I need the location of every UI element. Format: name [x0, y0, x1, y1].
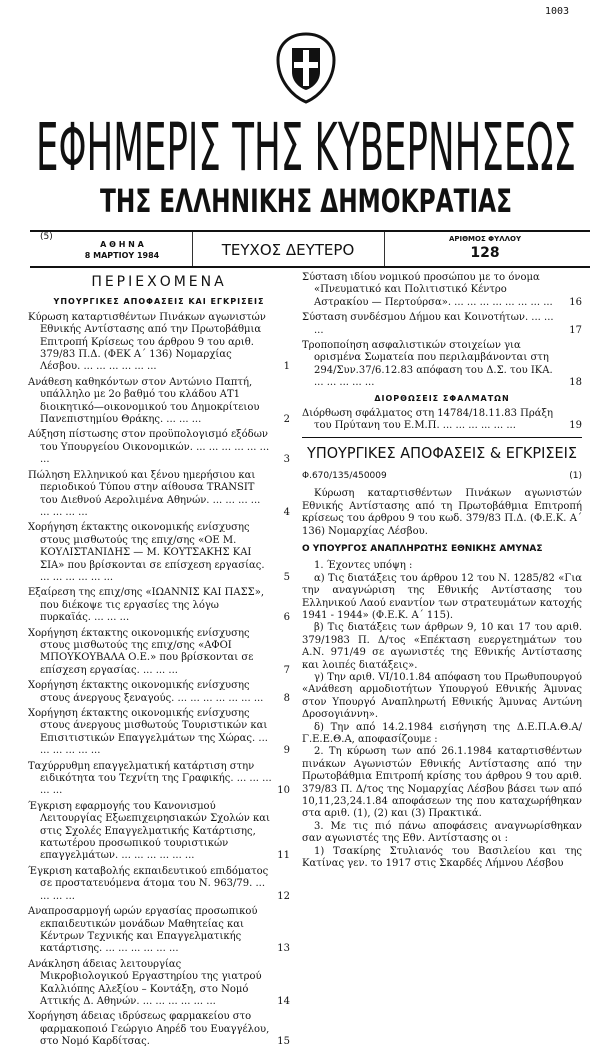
date: 8 ΜΑΡΤΙΟΥ 1984 — [84, 251, 160, 260]
contents-right — [302, 272, 582, 870]
article-paragraph: α) Τις διατάξεις του άρθρου 12 του Ν. 1285/82 «Για την αναγνώριση της Εθνικής Αντίστασης του Ελληνικού Λαού εναντίον των στρατευμάτων κατοχής 1941 - 1944» (Φ.Ε.Κ. Α΄ 115). — [302, 572, 582, 621]
item-text: Ταχύρρυθμη επαγγελματική κατάρτιση στην ειδικότητα του Τεχνίτη της Γραφικής. ... ... ... ... ... — [28, 760, 272, 797]
item-page: 10 — [277, 785, 290, 797]
article-ref: Φ.670/135/450009 — [302, 470, 387, 481]
issue: ΤΕΥΧΟΣ ΔΕΥΤΕΡΟ — [221, 241, 355, 259]
item-text: Χορήγηση έκτακτης οικονομικής ενίσχυσης στους μισθωτούς της επιχ/σης «ΑΦΟΙ ΜΠΟΥΚΟΥΒΑΛΑ Ο.Ε.» που βρίσκονται σε επίσχεση εργασίας. ... ... ... — [28, 627, 254, 676]
gazette-title-wrap — [36, 108, 576, 186]
article-paragraph: δ) Την από 14.2.1984 εισήγηση της Δ.Ε.Π.Α.Θ.Α/ Γ.Ε.Ε.Θ.Α, αποφασίζουμε : — [302, 721, 582, 745]
item-text: Έγκριση εφαρμογής του Κανονισμού Λειτουργίας Εξωεπιχειρησιακών Σχολών και στις Σχολές Επαγγελματικής Κατάρτισης, κατωτέρου προσωπικού τουριστικών επαγγελμάτων. ... ... ... ... ... ... — [28, 800, 270, 862]
item-page: 13 — [277, 943, 290, 955]
article-heading: ΥΠΟΥΡΓΙΚΕΣ ΑΠΟΦΑΣΕΙΣ & ΕΓΚΡΙΣΕΙΣ — [306, 443, 577, 462]
contents-item — [28, 959, 290, 1009]
item-text: Χορήγηση έκτακτης οικονομικής ενίσχυσης στους άνεργους μισθωτούς Τουριστικών και Επισιτιστικών Επαγγελμάτων της Χώρας. ... ... ... ... ... ... — [28, 708, 268, 757]
item-text: Σύσταση ιδίου νομικού προσώπου με το όνομα «Πνευματικό και Πολιτιστικό Κέντρο Αστρακίου — Περτούρσα». ... ... ... ... ... ... ... ... — [302, 272, 553, 308]
contents-item — [28, 801, 290, 863]
item-text: Ανάθεση καθηκόντων στον Αντώνιο Παπτή, υπάλληλο με 2ο βαθμό του κλάδου ΑΤ1 διοικητικό—οικονομικού του Δημοκρίτειου Πανεπιστημίου Θράκης. ... ... ... — [28, 376, 260, 426]
page-number: 1003 — [545, 6, 570, 17]
item-page: 5 — [283, 571, 290, 583]
item-page: 16 — [569, 296, 582, 308]
contents-item — [28, 522, 290, 584]
contents-item — [28, 470, 290, 520]
contents-item — [28, 906, 290, 956]
contents-item — [28, 377, 290, 427]
item-text: Κύρωση καταρτισθέντων Πινάκων αγωνιστών Εθνικής Αντίστασης από την Πρωτοβάθμια Επιτροπή Κρίσεως του άρθρου 9 του αριθ. 379/83 Π.Δ. (ΦΕΚ Α΄ 136) Νομαρχίας Λέσβου. ... ... ... ... ... ... — [28, 311, 266, 373]
gazette-subtitle-wrap — [100, 182, 512, 218]
item-page: 2 — [283, 414, 290, 426]
article-summary: Κύρωση καταρτισθέντων Πινάκων αγωνιστών Εθνικής Αντίστασης από τη Πρωτοβάθμια Επιτροπή κρίσεως του άρθρου 9 του κωδ. 379/83 Π.Δ. (Φ.Ε.Κ. Α΄ 136) Νομαρχίας Λέσβου. — [302, 488, 582, 537]
sheet-number: 128 — [470, 245, 500, 261]
item-page: 4 — [283, 506, 290, 518]
item-page: 15 — [277, 1036, 290, 1048]
article-paragraph: γ) Την αριθ. VI/10.1.84 απόφαση του Πρωθυπουργού «Ανάθεση αρμοδιοτήτων Υπουργού Εθνικής Άμυνας στον Υπουργό Αναπληρωτή Εθνικής Άμυνας Αντώνη Δροσογιάννη». — [302, 671, 582, 721]
article-heading-wrap — [307, 442, 577, 462]
gazette-title: ΕΦΗΜΕΡΙΣ ΤΗΣ ΚΥΒΕΡΝΗΣΕΩΣ — [36, 109, 576, 186]
item-text: Εξαίρεση της επιχ/σης «ΙΩΑΝΝΙΣ ΚΑΙ ΠΑΣΣ», που διέκοψε τις εργασίες της λόγω πυρκαϊάς. ... ... ... — [28, 587, 265, 624]
coat-of-arms-seal — [270, 30, 342, 106]
contents-item — [28, 761, 290, 798]
sheet-label: ΑΡΙΘΜΟΣ ΦΥΛΛΟΥ — [448, 235, 522, 243]
article-paragraph: 1) Τσακίρης Στυλιανός του Βασιλείου και της Κατίνας γεν. το 1917 στις Σκαρδές Λήμνου Λέσβου — [302, 845, 582, 870]
city: Α Θ Η Ν Α — [100, 240, 144, 249]
item-page: 1 — [283, 361, 290, 373]
article-number: (1) — [569, 470, 582, 481]
item-text: Πώληση Ελληνικού και ξένου ημερήσιου και περιοδικού Τύπου στην αίθουσα TRANSIT του Διεθνού Αερολιμένα Αθηνών. ... ... ... ... ... ... ... ... — [28, 469, 261, 518]
item-text: Χορήγηση έκτακτης οικονομικής ενίσχυσης στους μισθωτούς της επιχ/σης «ΟΕ Μ. ΚΟΥΛΙΣΤΑΝΙΔΗΣ — Μ. ΚΟΥΤΣΑΚΗΣ ΚΑΙ ΣΙΑ» που βρίσκονται σε επίσχεση εργασίας. ... ... ... ... ... ... — [28, 522, 265, 583]
item-page: 8 — [283, 692, 290, 704]
item-page: 9 — [283, 745, 290, 757]
item-text: Έγκριση καταβολής εκπαιδευτικού επιδόματος σε προστατευόμενα άτομα του Ν. 963/79. ... ... ... ... — [28, 865, 269, 902]
item-text: Χορήγηση άδειας ιδρύσεως φαρμακείου στο φαρμακοποιό Γεώργιο Αηρέδ του Ευαγγέλου, στο Νομό Καρδίτσας. — [28, 1011, 270, 1048]
contents-item — [28, 680, 290, 705]
item-page: 11 — [277, 850, 290, 862]
contents-heading: ΠΕΡΙΕΧΟΜΕΝΑ — [91, 274, 227, 290]
corrections-heading: ΔΙΟΡΘΩΣΕΙΣ ΣΦΑΛΜΑΤΩΝ — [374, 393, 510, 403]
item-page: 7 — [283, 664, 290, 676]
item-page: 17 — [569, 324, 582, 336]
divider — [302, 437, 582, 438]
contents-item — [28, 587, 290, 624]
item-page: 14 — [277, 995, 290, 1007]
contents-left — [28, 276, 290, 1052]
item-text: Αύξηση πίστωσης στον προϋπολογισμό εξόδων του Υπουργείου Οικονομικών. ... ... ... ... ... ... ... — [28, 429, 270, 466]
item-page: 6 — [283, 612, 290, 624]
item-page: 12 — [277, 890, 290, 902]
article-paragraph: β) Τις διατάξεις των άρθρων 9, 10 και 17 του αριθ. 379/1983 Π. Δ/τος «Επέκταση ευεργετημάτων του Α.Ν. 971/49 σε αγωνιστές της Εθνικής Αντίστασης και λοιπές διατάξεις». — [302, 622, 582, 671]
item-text: Τροποποίηση ασφαλιστικών στοιχείων για ορισμένα Σωματεία που περιλαμβάνονται στη 294/Συν.37/6.12.83 απόφαση του Δ.Σ. του ΙΚΑ. ... ... ... ... ... — [302, 340, 553, 389]
item-page: 19 — [569, 420, 582, 432]
article-paragraph: 1. Έχοντες υπόψη : — [314, 560, 413, 572]
contents-item — [302, 312, 582, 337]
contents-item — [28, 312, 290, 374]
item-text: Χορήγηση έκτακτης οικονομικής ενίσχυσης στους άνεργους ξεναγούς. ... ... ... ... ... ... ... — [28, 680, 264, 704]
contents-item — [28, 429, 290, 466]
contents-item — [28, 866, 290, 903]
contents-item — [302, 340, 582, 390]
contents-item — [302, 272, 582, 309]
mark: (5) — [40, 232, 53, 242]
item-text: Διόρθωση σφάλματος στη 14784/18.11.83 Πράξη του Πρύτανη του Ε.Μ.Π. ... ... ... ... ... ... — [302, 408, 553, 432]
contents-item — [28, 708, 290, 758]
contents-item — [302, 408, 582, 433]
gazette-subtitle: ΤΗΣ ΕΛΛΗΝΙΚΗΣ ΔΗΜΟΚΡΑΤΙΑΣ — [100, 182, 512, 220]
item-page: 3 — [283, 454, 290, 466]
item-page: 18 — [569, 377, 582, 389]
item-text: Αναπροσαρμογή ωρών εργασίας προσωπικού εκπαιδευτικών μονάδων Μαθητείας και Κέντρων Τεχνικής και Επαγγελματικής κατάρτισης. ... ... ... ... ... ... — [28, 906, 258, 955]
contents-item — [28, 1011, 290, 1048]
item-text: Ανάκληση άδειας λειτουργίας Μικροβιολογικού Εργαστηρίου της γιατρού Καλλιόπης Αλεξίου – Κοντάξη, στο Νομό Αττικής Δ. Αθηνών. ... ... ... ... ... ... — [28, 958, 262, 1007]
article-paragraph: 3. Με τις πιό πάνω αποφάσεις αναγνωρίσθηκαν σαν αγωνιστές της Εθν. Αντίστασης οι : — [302, 820, 582, 845]
contents-item — [28, 628, 290, 678]
article-paragraph: 2. Τη κύρωση των από 26.1.1984 καταρτισθέντων πινάκων Αγωνιστών Εθνικής Αντίστασης από την Πρωτοβάθμια Επιτροπή κρίσης του άρθρου 9 του αριθ. 379/83 Π. Δ/τος της Νομαρχίας Λέσβου βάσει των από 10,11,23,24.1.84 αποφάσεων της που καταχωρήθηκαν στα αριθ. (1), (2) και (3) Πρακτικά. — [302, 746, 582, 820]
item-text: Σύσταση συνδέσμου Δήμου και Κοινοτήτων. ... ... ... — [302, 312, 554, 336]
section-heading: ΥΠΟΥΡΓΙΚΕΣ ΑΠΟΦΑΣΕΙΣ ΚΑΙ ΕΓΚΡΙΣΕΙΣ — [53, 297, 265, 307]
minister-title: Ο ΥΠΟΥΡΓΟΣ ΑΝΑΠΛΗΡΩΤΗΣ ΕΘΝΙΚΗΣ ΑΜΥΝΑΣ — [302, 543, 543, 554]
